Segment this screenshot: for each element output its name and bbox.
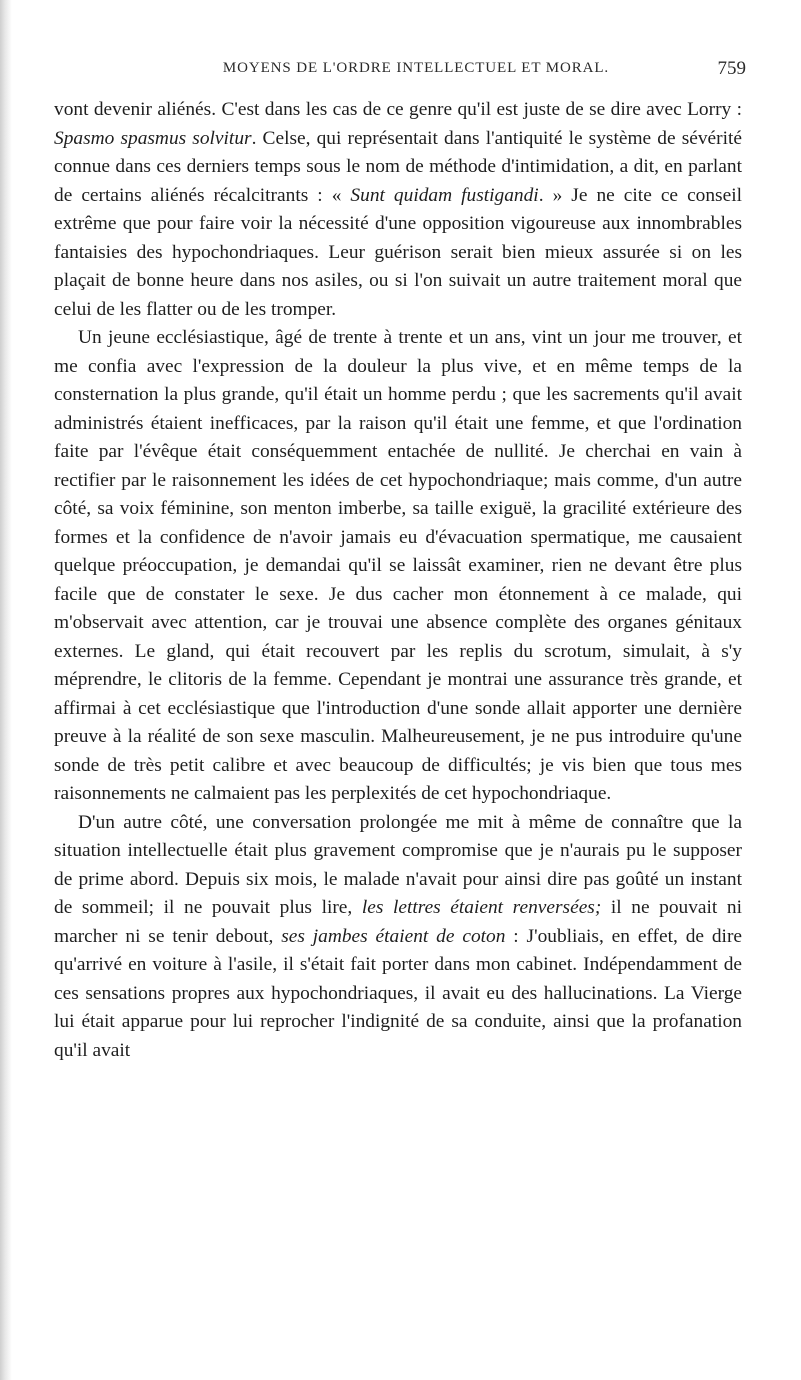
text-run: : J'oubliais, en effet, de dire qu'arrivé en voiture à l'asile, il s'était fait porter dans mon cabinet. Indépendamment de ces sensations propres aux hypochondriaques, il avait eu des hallucinations. La Vierge lui était apparue pour lui reprocher l'indignité de sa conduite, ainsi que la profanation qu'il avait xyxy=(54,925,743,1061)
text-run: il ne pouvait ni marcher ni se tenir debout, xyxy=(54,897,742,947)
page-header xyxy=(86,58,746,84)
text-run: . » Je ne cite ce conseil extrême que pour faire voir la nécessité d'une opposition vigoureuse aux innombrables fantaisies des hypochondriaques. Leur guérison serait bien mieux assurée si on les plaçait de bonne heure dans nos asiles, ou si l'on suivait un autre traitement moral que celui de les flatter ou de les tromper. xyxy=(54,184,742,320)
text-run: . Celse, qui représentait dans l'antiquité le système de sévérité connue dans ces derniers temps sous le nom de méthode d'intimidation, a dit, en parlant de certains aliénés récalcitrants : « xyxy=(54,127,742,206)
paragraph-1 xyxy=(54,96,742,324)
page-number: 759 xyxy=(717,58,746,79)
text-run: D'un autre côté, une conversation prolongée me mit à même de connaître que la situation intellectuelle était plus gravement compromise que je n'aurais pu le supposer de prime abord. Depuis six mois, le malade n'avait pour ainsi dire pas goûté un instant de sommeil; il ne pouvait plus lire, xyxy=(54,811,742,918)
italic-text: Sunt quidam fustigandi xyxy=(350,184,539,206)
italic-text: les lettres étaient renversées; xyxy=(361,897,602,918)
body-text xyxy=(54,96,742,1065)
italic-text: ses jambes étaient de coton xyxy=(281,925,506,947)
text-run: Un jeune ecclésiastique, âgé de trente à trente et un ans, vint un jour me trouver, et me confia avec l'expression de la douleur la plus vive, et en même temps de la consternation la plus grande, qu'il était un homme perdu ; que les sacrements qu'il avait administrés étaient inefficaces, par la raison qu'il était une femme, et que l'ordination faite par l'évêque était conséquemment entachée de nullité. Je cherchai en vain à rectifier par le raisonnement les idées de cet hypochondriaque; mais comme, d'un autre côté, sa voix féminine, son menton imberbe, sa taille exiguë, la gracilité extérieure des formes et la confidence de n'avoir jamais eu d'évacuation spermatique, me causaient quelque préoccupation, je demandai qu'il se laissât examiner, rien ne devant être plus facile que de constater le sexe. Je dus cacher mon étonnement à ce malade, qui m'observait avec attention, car je trouvai une absence complète des organes génitaux externes. Le gland, qui était recouvert par les replis du scrotum, simulait, à s'y méprendre, le clitoris de la femme. Cependant je montrai une assurance très grande, et affirmai à cet ecclésiastique que l'introduction d'une sonde allait apporter une dernière preuve à la réalité de son sexe masculin. Malheureusement, je ne pus introduire qu'une sonde de très petit calibre et avec beaucoup de difficultés; je vis bien que tous mes raisonnements ne calmaient pas les perplexités de cet hypochondriaque. xyxy=(54,327,742,804)
paragraph-2 xyxy=(54,324,742,809)
italic-text: Spasmo spasmus solvitur xyxy=(54,127,252,149)
page-binding-shadow xyxy=(0,0,12,1380)
paragraph-3 xyxy=(54,809,742,1066)
running-title: MOYENS DE L'ORDRE INTELLECTUEL ET MORAL. xyxy=(222,60,610,76)
text-run: vont devenir aliénés. C'est dans les cas de ce genre qu'il est juste de se dire avec Lorry : xyxy=(54,99,742,120)
